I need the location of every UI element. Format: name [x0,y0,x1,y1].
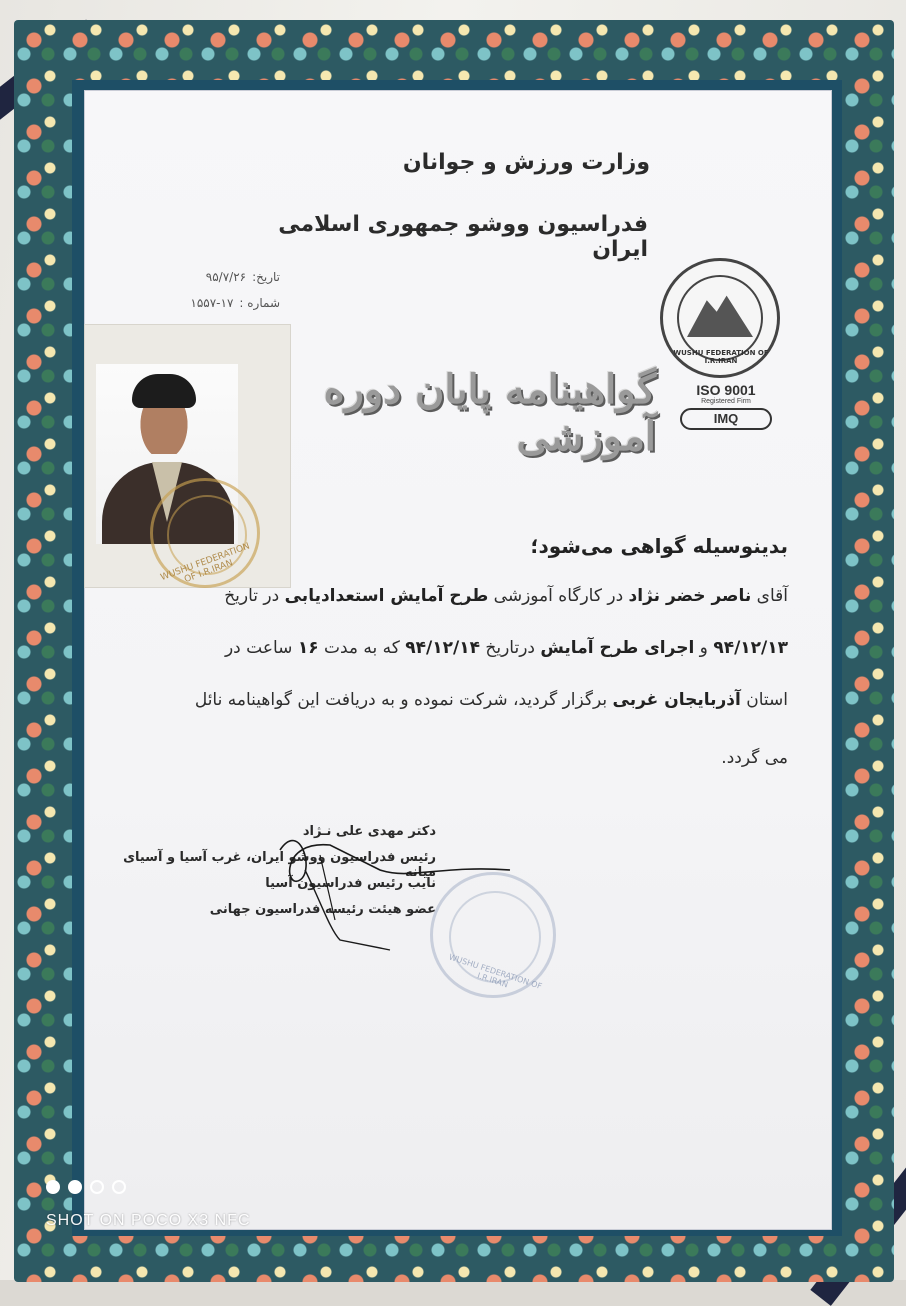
intro-text: بدینوسیله گواهی می‌شود؛ [530,534,788,558]
signatory-role-2: نایب رئیس فدراسیون آسیا [265,876,436,891]
line1-a: آقای [751,586,788,606]
federation-stamp [430,872,556,998]
imq-logo: IMQ [680,408,772,430]
photo-stamp [150,478,260,588]
federation-logo [660,258,780,378]
camera-dot [68,1180,82,1194]
number-label: شماره : [239,296,280,310]
camera-watermark: SHOT ON POCO X3 NFC [46,1212,251,1229]
certificate-title: گواهینامه پایان دوره آموزشی [323,366,656,460]
line2-b: درتاریخ [479,638,541,658]
stamp-text: WUSHU FEDERATION OF I.R.IRAN [447,952,543,992]
second-course: اجرای طرح آمایش [540,638,695,658]
iso-sub-label: Registered Firm [701,398,751,405]
course-name: طرح آمایش استعدادیابی [284,586,489,606]
camera-dots [46,1180,126,1194]
number-value: ۱۷-۱۵۵۷ [190,296,234,310]
start-date: ۹۴/۱۲/۱۳ [713,638,788,658]
federation-title: فدراسیون ووشو جمهوری اسلامی ایران [278,212,648,262]
camera-dot [112,1180,126,1194]
photo-stamp-text: WUSHU FEDERATION OF I.R.IRAN [159,541,252,586]
line3-a: استان [740,690,788,710]
signatory-name: دکتر مهدی علی نـژاد [302,824,436,839]
body-line-3 [148,690,788,710]
line3-b: برگزار گردید، شرکت نموده و به دریافت این گواهینامه نائل [194,690,613,710]
signatory-role-1: رئیس فدراسیون ووشو ایران، غرب آسیا و آسیای میانه [123,850,436,880]
iso-label: ISO 9001 [696,382,756,398]
date-value: ۹۵/۷/۲۶ [205,270,247,284]
line1-b: در کارگاه آموزشی [488,586,629,606]
date-field [150,270,280,284]
number-field [150,296,280,310]
end-date: ۹۴/۱۲/۱۴ [405,638,480,658]
line1-c: در تاریخ [224,586,285,606]
signatory-role-3: عضو هیئت رئیسه فدراسیون جهانی [209,902,436,917]
portrait-hair [132,374,196,408]
hours: ۱۶ [297,638,319,658]
ministry-title: وزارت ورزش و جوانان [402,150,650,175]
line2-c: که به مدت [318,638,406,658]
logo-text: WUSHU FEDERATION OF I.R.IRAN [673,349,769,365]
camera-dot [46,1180,60,1194]
province: آذربایجان غربی [612,690,741,710]
camera-dot [90,1180,104,1194]
line2-d: ساعت در [224,638,298,658]
recipient-name: ناصر خضر نژاد [628,586,752,606]
iso-badge [676,382,776,430]
body-line-4: می گردد. [721,748,788,768]
body-line-1 [148,586,788,606]
line2-a: و [694,638,714,658]
date-label: تاریخ: [252,270,280,284]
body-line-2 [148,638,788,658]
